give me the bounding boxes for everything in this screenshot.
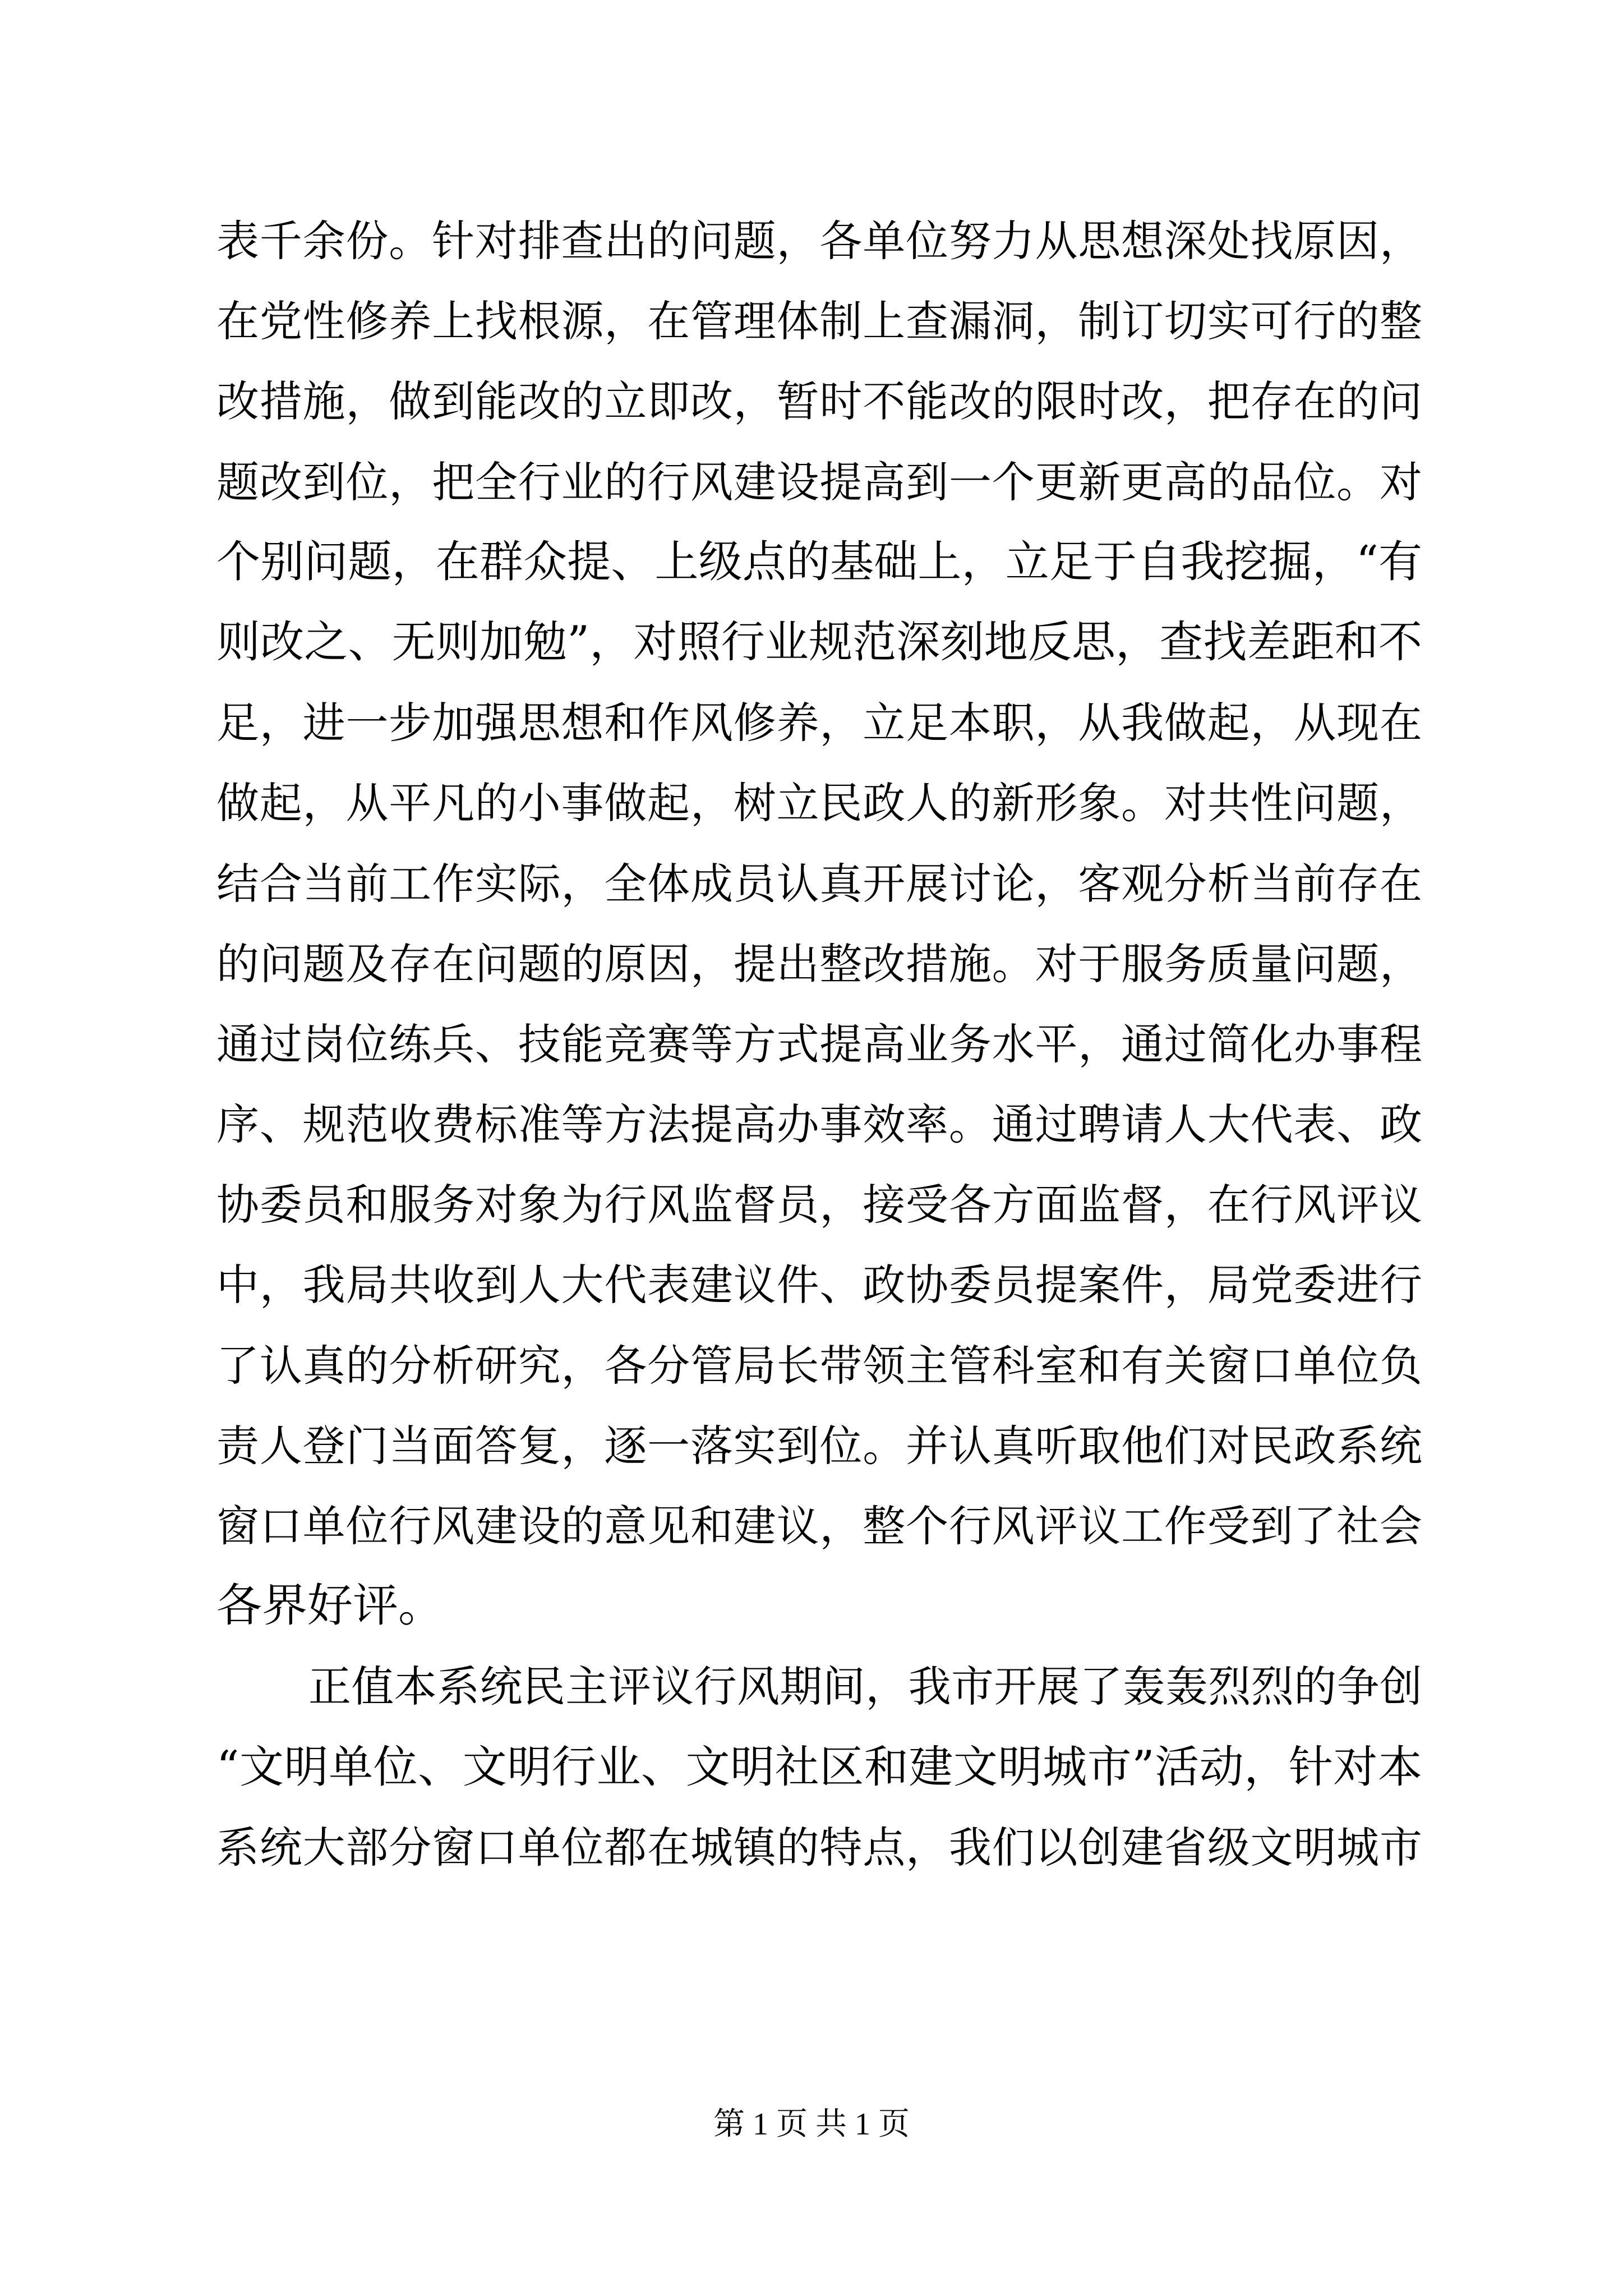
paragraph-1 [216, 201, 1422, 1646]
text-line: 的问题及存在问题的原因，提出整改措施。对于服务质量问题， [216, 938, 1422, 989]
text-line: 表千余份。针对排查出的问题，各单位努力从思想深处找原因， [216, 216, 1422, 266]
text-line: 了认真的分析研究，各分管局长带领主管科室和有关窗口单位负 [216, 1340, 1422, 1391]
text-line: 通过岗位练兵、技能竞赛等方式提高业务水平，通过简化办事程 [216, 1019, 1422, 1069]
document-body [216, 201, 1422, 1888]
page-number-footer: 第 1 页 共 1 页 [713, 2107, 910, 2142]
text-line: 系统大部分窗口单位都在城镇的特点，我们以创建省级文明城市 [216, 1822, 1422, 1872]
text-line: 协委员和服务对象为行风监督员，接受各方面监督，在行风评议 [216, 1180, 1422, 1230]
text-line: 足，进一步加强思想和作风修养，立足本职，从我做起，从现在 [216, 698, 1422, 748]
text-line: 改措施，做到能改的立即改，暂时不能改的限时改，把存在的问 [216, 376, 1422, 427]
text-line: 责人登门当面答复，逐一落实到位。并认真听取他们对民政系统 [216, 1420, 1422, 1471]
text-line: 结合当前工作实际，全体成员认真开展讨论，客观分析当前存在 [216, 858, 1422, 909]
text-line: 做起，从平凡的小事做起，树立民政人的新形象。对共性问题， [216, 778, 1422, 829]
text-line: 在党性修养上找根源，在管理体制上查漏洞，制订切实可行的整 [216, 296, 1422, 347]
text-line: 题改到位，把全行业的行风建设提高到一个更新更高的品位。对 [216, 457, 1422, 507]
text-line: 则改之、无则加勉”，对照行业规范深刻地反思，查找差距和不 [216, 616, 1422, 668]
text-line: 正值本系统民主评议行风期间，我市开展了轰轰烈烈的争创 [308, 1662, 1422, 1712]
text-line: 个别问题，在群众提、上级点的基础上，立足于自我挖掘，“有 [216, 536, 1422, 587]
paragraph-2 [216, 1646, 1422, 1888]
text-line: 各界好评。 [216, 1580, 444, 1633]
text-line: “文明单位、文明行业、文明社区和建文明城市”活动，针对本 [216, 1741, 1422, 1793]
text-line: 窗口单位行风建设的意见和建议，整个行风评议工作受到了社会 [216, 1501, 1422, 1551]
text-line: 中，我局共收到人大代表建议件、政协委员提案件，局党委进行 [216, 1260, 1422, 1310]
text-line: 序、规范收费标准等方法提高办事效率。通过聘请人大代表、政 [216, 1099, 1422, 1150]
